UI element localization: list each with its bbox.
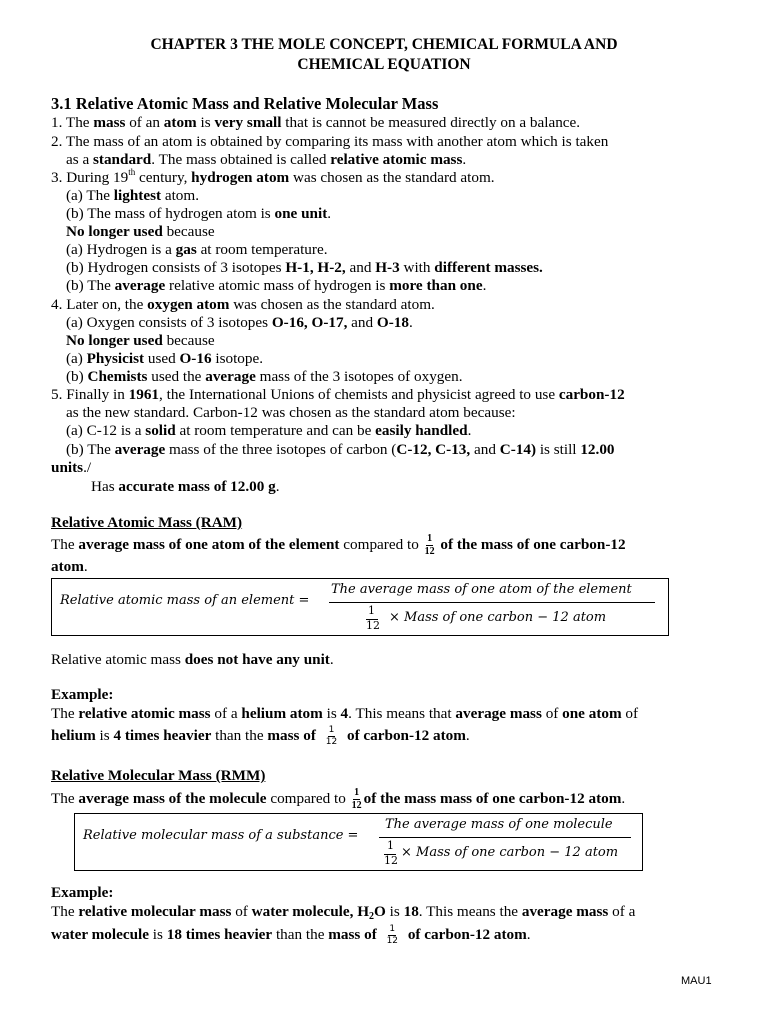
point-5b-line2: units./ [51, 459, 92, 476]
ram-formula-den-rest: × Mass of one carbon − 12 atom [389, 610, 607, 625]
point-2-line1: 2. The mass of an atom is obtained by comparing its mass with another atom which is taken [51, 133, 609, 150]
point-3: 3. During 19th century, hydrogen atom was chosen as the standard atom. [51, 167, 495, 186]
one-twelfth-fraction: $\frac{1}{12}$ [424, 533, 435, 557]
rmm-formula-lhs: Relative molecular mass of a substance = [83, 828, 359, 843]
rmm-definition: The average mass of the molecule compared to $\frac{1}{12}$ of the mass mass of one carbon-12 atom. [51, 787, 626, 811]
point-5-line2: as the new standard. Carbon-12 was chosen as the standard atom because: [66, 404, 516, 421]
point-5b-line3: Has accurate mass of 12.00 g. [91, 478, 280, 495]
point-3-reason-a: (a) Hydrogen is a gas at room temperature. [66, 241, 328, 258]
rmm-formula-den-rest: × Mass of one carbon − 12 atom [401, 845, 619, 860]
point-3-reason-c: (b) The average relative atomic mass of hydrogen is more than one. [66, 277, 487, 294]
point-4-reason-a: (a) Physicist used O-16 isotope. [66, 350, 264, 367]
chapter-title-line1: CHAPTER 3 THE MOLE CONCEPT, CHEMICAL FORMULA AND [150, 36, 618, 53]
one-twelfth-fraction-rmm: $\frac{1}{12}$ [351, 787, 362, 811]
point-1: 1. The mass of an atom is very small that is cannot be measured directly on a balance. [51, 114, 581, 131]
chapter-title-line2: CHEMICAL EQUATION [297, 56, 471, 73]
rmm-formula-numerator: The average mass of one molecule [385, 817, 613, 832]
rmm-example-line2: water molecule is 18 times heavier than the mass of $\frac{1}{12}$ of carbon-12 atom. [51, 924, 531, 946]
rmm-formula-den-den: 12 [384, 854, 398, 867]
point-3b: (b) The mass of hydrogen atom is one unit. [66, 205, 332, 222]
point-5b-line1: (b) The average mass of the three isotopes of carbon (C-12, C-13, and C-14) is still 12.00 [66, 441, 615, 458]
point-2-line2: as a standard. The mass obtained is called relative atomic mass. [66, 151, 467, 168]
rmm-formula-den-num: 1 [387, 839, 394, 852]
point-4a: (a) Oxygen consists of 3 isotopes O-16, O-17, and O-18. [66, 314, 413, 331]
ram-formula-lhs: Relative atomic mass of an element = [60, 593, 310, 608]
footer-label: MAU1 [681, 975, 712, 987]
point-5-line1: 5. Finally in 1961, the International Unions of chemists and physicist agreed to use carbon-12 [51, 386, 625, 403]
point-4-reason-b: (b) Chemists used the average mass of the 3 isotopes of oxygen. [66, 368, 463, 385]
rmm-example-label: Example: [51, 884, 114, 901]
ram-example-line2: helium is 4 times heavier than the mass of $\frac{1}{12}$ of carbon-12 atom. [51, 725, 470, 747]
point-3-reason-b: (b) Hydrogen consists of 3 isotopes H-1, H-2, and H-3 with different masses. [66, 259, 543, 276]
rmm-heading: Relative Molecular Mass (RMM) [51, 767, 266, 784]
ram-definition-line1: The average mass of one atom of the element compared to $\frac{1}{12}$ of the mass of one carbon-12 [51, 533, 626, 557]
ram-example-line1: The relative atomic mass of a helium atom is 4. This means that average mass of one atom of [51, 705, 639, 722]
ram-example-label: Example: [51, 686, 114, 703]
ram-formula-den-num: 1 [368, 604, 375, 617]
ram-heading: Relative Atomic Mass (RAM) [51, 514, 243, 531]
ram-definition-line2: atom. [51, 558, 88, 575]
section-heading: 3.1 Relative Atomic Mass and Relative Molecular Mass [51, 94, 439, 113]
ram-formula-numerator: The average mass of one atom of the element [331, 582, 632, 597]
point-3-no-longer: No longer used because [66, 223, 215, 240]
point-3a: (a) The lightest atom. [66, 187, 200, 204]
rmm-formula-bar [379, 837, 631, 838]
point-4: 4. Later on, the oxygen atom was chosen as the standard atom. [51, 296, 435, 313]
ram-formula-den-den: 12 [366, 619, 380, 632]
ram-no-unit: Relative atomic mass does not have any unit. [51, 651, 334, 668]
point-4-no-longer: No longer used because [66, 332, 215, 349]
point-5a: (a) C-12 is a solid at room temperature and can be easily handled. [66, 422, 472, 439]
rmm-example-line1: The relative molecular mass of water molecule, $H_2O$ is 18. This means the average mass of a [51, 903, 636, 922]
ram-formula-bar [329, 602, 655, 603]
